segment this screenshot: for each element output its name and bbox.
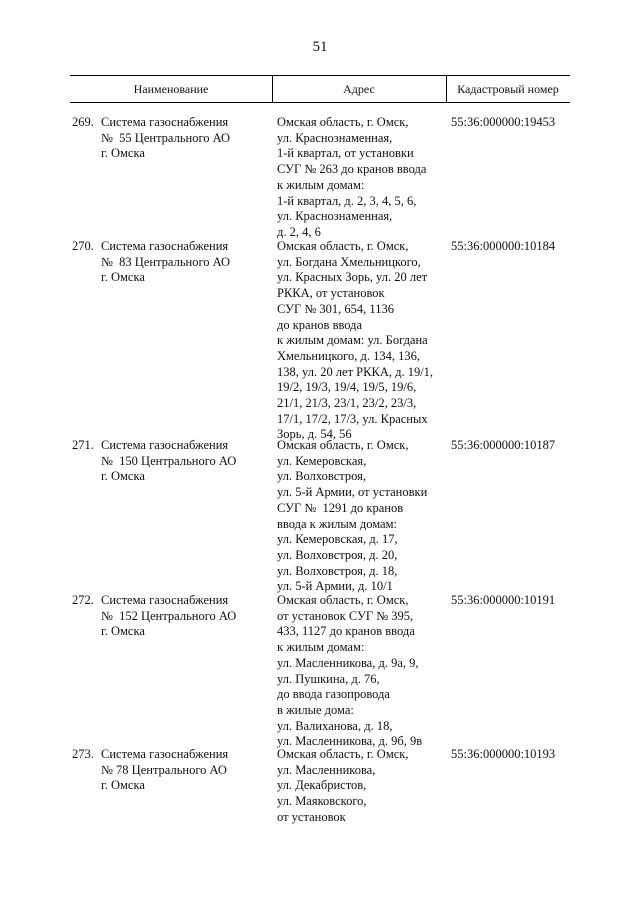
name-line: г. Омска [101, 624, 145, 639]
name-line: № 83 Центрального АО [101, 254, 231, 269]
row-cadastral-number: 55:36:000000:10191 [451, 593, 556, 607]
name-line: г. Омска [101, 270, 145, 285]
address-line: СУГ № 1291 до кранов [277, 500, 404, 515]
row-name [101, 438, 271, 485]
address-line: ул. Волховстроя, д. 18, [277, 563, 398, 578]
address-line: ул. Богдана Хмельницкого, [277, 254, 421, 269]
address-line: Омская область, г. Омск, [277, 239, 409, 253]
address-line: 17/1, 17/2, 17/3, ул. Красных [277, 411, 428, 426]
address-line: ул. Декабристов, [277, 778, 367, 793]
address-line: ул. Масленникова, [277, 762, 376, 777]
address-line: Омская область, г. Омск, [277, 747, 409, 761]
address-line: ул. Масленникова, д. 9б, 9в [277, 734, 423, 749]
address-line: 433, 1127 до кранов ввода [277, 624, 415, 639]
row-number: 273. [72, 747, 94, 761]
row-cadastral-number: 55:36:000000:10184 [451, 239, 556, 253]
row-cadastral-number: 55:36:000000:19453 [451, 115, 556, 129]
header-address: Адрес [343, 82, 375, 96]
address-line: ул. Краснознаменная, [277, 130, 393, 145]
row-name [101, 593, 271, 640]
name-line: Система газоснабжения [101, 115, 229, 129]
address-line: СУГ № 301, 654, 1136 [277, 301, 394, 316]
address-line: д. 2, 4, 6 [277, 224, 321, 239]
name-line: Система газоснабжения [101, 239, 229, 253]
row-number: 269. [72, 115, 94, 129]
row-address [277, 239, 447, 443]
name-line: № 152 Центрального АО [101, 608, 237, 623]
address-line: ул. Маяковского, [277, 794, 367, 809]
address-line: до кранов ввода [277, 317, 363, 332]
address-line: Хмельницкого, д. 134, 136, [277, 348, 420, 363]
address-line: в жилые дома: [277, 702, 354, 717]
address-line: СУГ № 263 до кранов ввода [277, 162, 427, 177]
row-address [277, 438, 447, 595]
address-line: ул. Волховстроя, д. 20, [277, 547, 398, 562]
row-address [277, 747, 447, 826]
address-line: Омская область, г. Омск, [277, 438, 409, 452]
row-number: 271. [72, 438, 94, 452]
row-number: 270. [72, 239, 94, 253]
address-line: 19/2, 19/3, 19/4, 19/5, 19/6, [277, 380, 417, 395]
name-line: Система газоснабжения [101, 747, 229, 761]
address-line: 21/1, 21/3, 23/1, 23/2, 23/3, [277, 396, 417, 411]
address-line: Омская область, г. Омск, [277, 115, 409, 129]
table-header [70, 75, 570, 103]
header-name: Наименование [133, 82, 209, 96]
row-name [101, 115, 271, 162]
address-line: 138, ул. 20 лет РККА, д. 19/1, [277, 364, 434, 379]
name-line: г. Омска [101, 778, 145, 793]
name-line: № 78 Центрального АО [101, 762, 227, 777]
address-line: Зорь, д. 54, 56 [277, 427, 352, 442]
row-name [101, 239, 271, 286]
address-line: ул. Кемеровская, д. 17, [277, 532, 398, 547]
address-line: от установок [277, 809, 346, 824]
row-address [277, 593, 447, 750]
address-line: до ввода газопровода [277, 687, 390, 702]
address-line: РККА, от установок [277, 286, 385, 301]
address-line: ул. Валиханова, д. 18, [277, 718, 393, 733]
row-cadastral-number: 55:36:000000:10187 [451, 438, 556, 452]
address-line: ул. Кемеровская, [277, 453, 367, 468]
address-line: к жилым домам: ул. Богдана [277, 333, 428, 348]
name-line: № 55 Центрального АО [101, 130, 231, 145]
row-address [277, 115, 447, 241]
address-line: к жилым домам: [277, 177, 365, 192]
name-line: Система газоснабжения [101, 593, 229, 607]
address-line: ул. Красных Зорь, ул. 20 лет [277, 270, 428, 285]
address-line: ввода к жилым домам: [277, 516, 397, 531]
name-line: г. Омска [101, 146, 145, 161]
address-line: ул. Краснознаменная, [277, 209, 393, 224]
address-line: от установок СУГ № 395, [277, 608, 414, 623]
row-name [101, 747, 271, 794]
row-number: 272. [72, 593, 94, 607]
address-line: 1-й квартал, от установки [277, 146, 414, 161]
address-line: ул. 5-й Армии, д. 10/1 [277, 579, 393, 594]
address-line: ул. Волховстроя, [277, 469, 367, 484]
name-line: г. Омска [101, 469, 145, 484]
address-line: 1-й квартал, д. 2, 3, 4, 5, 6, [277, 193, 417, 208]
address-line: к жилым домам: [277, 640, 365, 655]
address-line: Омская область, г. Омск, [277, 593, 409, 607]
address-line: ул. 5-й Армии, от установки [277, 485, 428, 500]
row-cadastral-number: 55:36:000000:10193 [451, 747, 556, 761]
page-number: 51 [312, 39, 328, 55]
header-cadastral: Кадастровый номер [457, 82, 559, 96]
name-line: Система газоснабжения [101, 438, 229, 452]
address-line: ул. Пушкина, д. 76, [277, 671, 380, 686]
address-line: ул. Масленникова, д. 9а, 9, [277, 655, 419, 670]
name-line: № 150 Центрального АО [101, 453, 237, 468]
